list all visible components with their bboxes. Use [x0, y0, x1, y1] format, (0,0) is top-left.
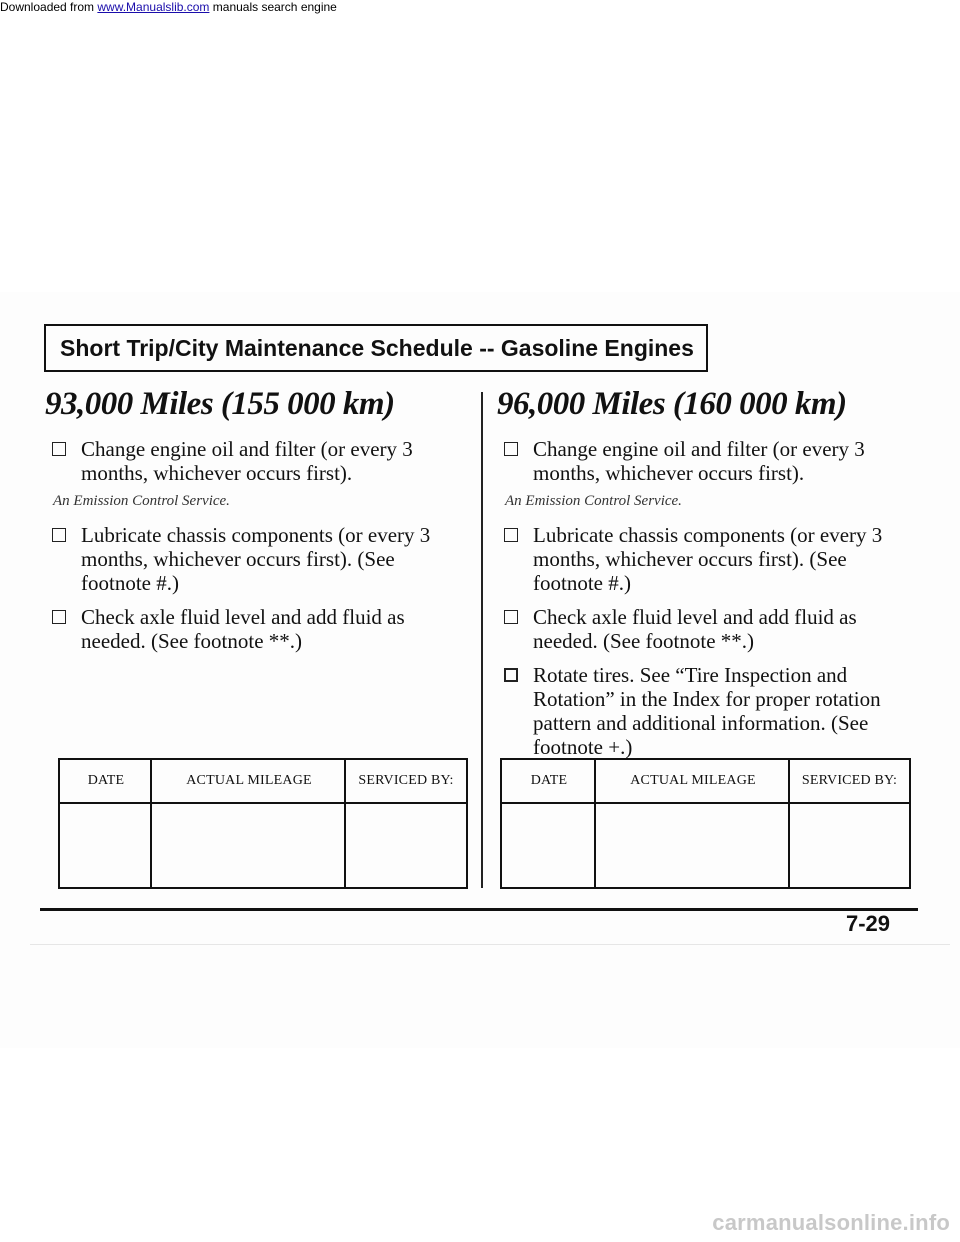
checklist-item	[45, 605, 465, 653]
service-record-table-left	[58, 758, 468, 889]
date-column-header: DATE	[87, 773, 125, 788]
checklist-item	[497, 523, 917, 595]
column-line	[150, 760, 152, 887]
record-header	[502, 760, 909, 804]
banner-prefix: Downloaded from	[0, 0, 98, 14]
right-column	[497, 386, 917, 769]
column-line	[594, 760, 596, 887]
item-text: Change engine oil and filter (or every 3 months, whichever occurs first).	[533, 437, 865, 485]
column-line	[788, 760, 790, 887]
item-text: Check axle fluid level and add fluid as needed. (See footnote **.)	[533, 605, 857, 653]
record-header	[60, 760, 466, 804]
checklist-item	[497, 605, 917, 653]
banner-suffix: manuals search engine	[209, 0, 337, 14]
checklist-item	[45, 523, 465, 595]
checklist-item	[45, 437, 465, 513]
serviced-column-header: SERVICED BY:	[358, 773, 454, 788]
checkbox-icon[interactable]	[504, 668, 518, 682]
item-text: Lubricate chassis components (or every 3 months, whichever occurs first). (See footnote #.)	[533, 523, 883, 595]
bottom-rule	[40, 908, 918, 911]
checkbox-icon[interactable]	[52, 528, 66, 542]
checkbox-icon[interactable]	[504, 610, 518, 624]
item-text: Check axle fluid level and add fluid as needed. (See footnote **.)	[81, 605, 405, 653]
item-note: An Emission Control Service.	[505, 493, 682, 509]
mileage-column-header: ACTUAL MILEAGE	[186, 773, 312, 788]
download-banner	[0, 0, 960, 16]
manualslib-link[interactable]: www.Manualslib.com	[97, 0, 210, 14]
left-column	[45, 386, 465, 663]
section-title: Short Trip/City Maintenance Schedule -- Gasoline Engines	[60, 334, 694, 361]
item-note: An Emission Control Service.	[53, 493, 230, 509]
section-header	[44, 324, 708, 372]
serviced-column-header: SERVICED BY:	[801, 773, 898, 788]
checkbox-icon[interactable]	[52, 610, 66, 624]
item-text: Rotate tires. See “Tire Inspection and Rotation” in the Index for proper rotation pattern and additional information. (See footnote +.)	[533, 663, 881, 759]
service-record-table-right	[500, 758, 911, 889]
checkbox-icon[interactable]	[504, 442, 518, 456]
page-number: 7-29	[846, 911, 891, 936]
footer-rule	[30, 944, 950, 945]
column-line	[344, 760, 346, 887]
right-heading: 96,000 Miles (160 000 km)	[497, 386, 847, 422]
checklist-item	[497, 437, 917, 513]
checklist-item	[497, 663, 917, 759]
date-column-header: DATE	[530, 773, 568, 788]
checkbox-icon[interactable]	[504, 528, 518, 542]
watermark: carmanualsonline.info	[712, 1210, 950, 1235]
left-heading: 93,000 Miles (155 000 km)	[45, 386, 395, 422]
mileage-column-header: ACTUAL MILEAGE	[630, 773, 756, 788]
item-text: Lubricate chassis components (or every 3 months, whichever occurs first). (See footnote #.)	[81, 523, 431, 595]
column-divider	[481, 392, 483, 888]
item-text: Change engine oil and filter (or every 3 months, whichever occurs first).	[81, 437, 413, 485]
checkbox-icon[interactable]	[52, 442, 66, 456]
